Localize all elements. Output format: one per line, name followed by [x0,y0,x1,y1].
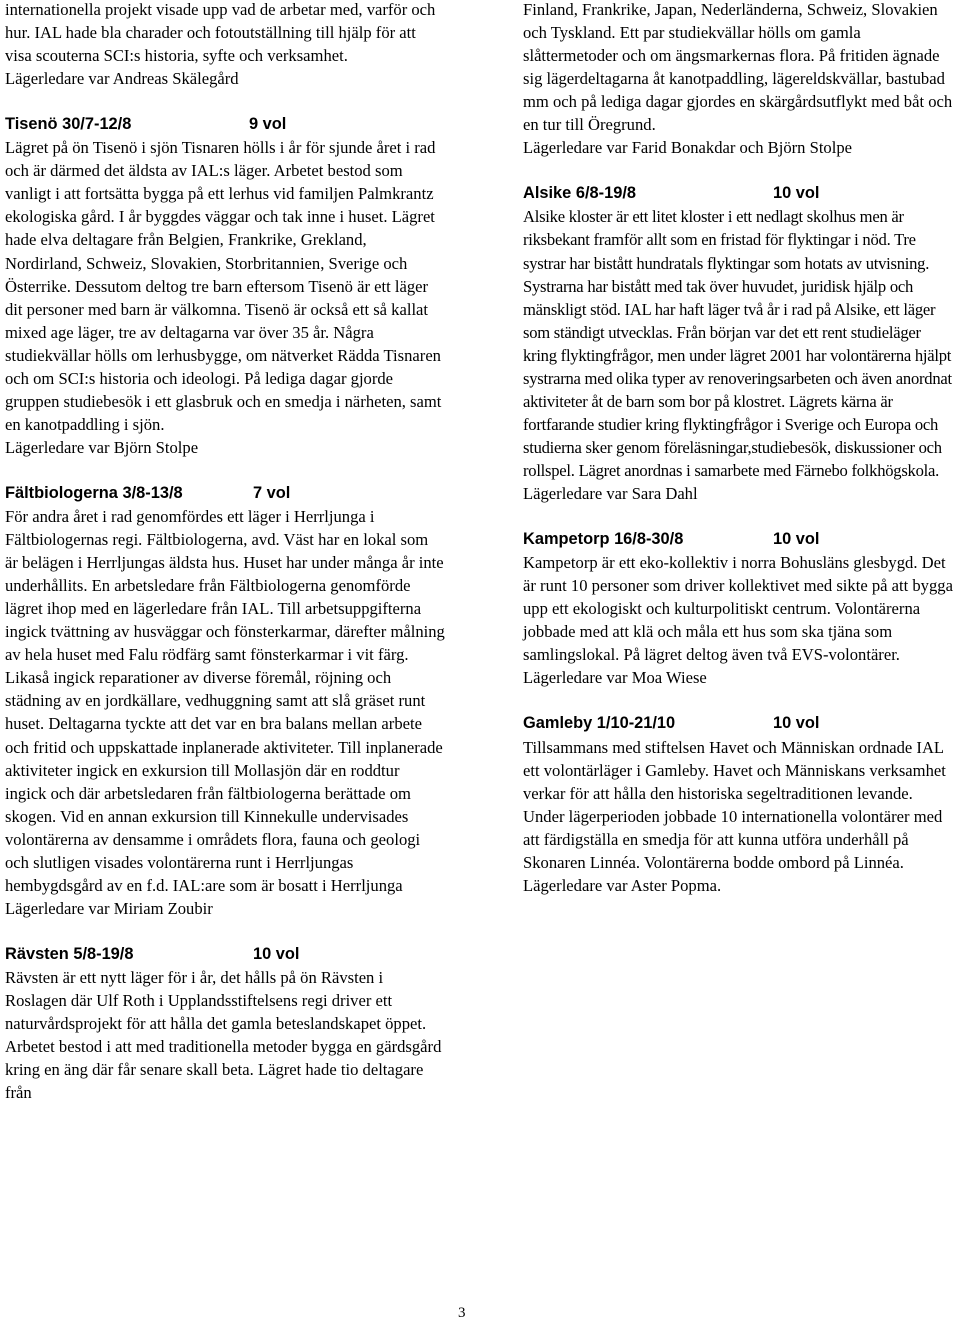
volunteer-count: 10 vol [253,944,300,963]
camp-leader-line: Lägerledare var Aster Popma. [523,875,722,895]
continued-leader-line: Lägerledare var Farid Bonakdar och Björn Stolpe [523,138,852,158]
camp-leader-line: Lägerledare var Miriam Zoubir [5,898,213,918]
continued-paragraph: Finland, Frankrike, Japan, Nederländerna, Schweiz, Slovakien och Tyskland. Ett par studiekvällar hölls om gamla slåttermetoder och om ängsmarkernas flora. På fritiden ägnade sig lägerdeltagarna åt kanotpaddling, lägereldskvällar, bastubad mm och på lediga dagar gjordes en skärgårdsutflykt med båt och en tur till Öregrund. [523,0,953,135]
section-faltbiologerna [5,482,445,920]
camp-description: Tillsammans med stiftelsen Havet och Människan ordnade IAL ett volontärläger i Gamleby. Havet och Människans verksamhet verkar för att hålla den historiska segeltraditionen levande. Under lägerperioden jobbade 10 internationella volontärer med att färdigställa en smedja för att kunna utföra underhåll på Skonaren Linnéa. Volontärerna bodde ombord på Linnéa. [523,737,946,872]
section-heading [5,482,445,505]
section-alsike [523,182,955,505]
camp-description: För andra året i rad genomfördes ett läger i Herrljunga i Fältbiologernas regi. Fältbiologerna, avd. Väst har en lokal som är belägen i Herrljungas äldsta hus. Huset har under många år inte underhållits. En arbetsledare från Fältbiologerna genomförde lägret ihop med en lägerledare från IAL. Till arbetsuppgifterna ingick tvättning av husväggar och fönsterkarmar, därefter målning av hela huset med Falu rödfärg samt fönsterkarmar i vit färg. Likaså ingick reparationer av diverse föremål, röjning och städning av en jordkällare, vedhuggning samt att slå gräset runt huset. Deltagarna tyckte att det var en bra balans mellan arbete och fritid och uppskattade inplanerade aktiviteter. Till inplanerade aktiviteter ingick en exkursion till Mollasjön där en roddtur ingick och där arbetsledaren från fältbiologerna berättade om skogen. Vid en annan exkursion till Kinnekulle undervisades volontärerna av densamme i områdets flora, fauna och geologi och slutligen visades volontärerna runt i Herrljungas hembygdsgård av en f.d. IAL:are som är bosatt i Herrljunga [5,507,445,895]
section-gamleby [523,712,955,896]
camp-description: Alsike kloster är ett litet kloster i ett nedlagt skolhus men är riksbekant framför allt som en fristad för flyktingar i nöd. Tre systrar har bistått hundratals flyktingar som hotats av utvisning. Systrarna har bistått med tak över huvudet, juridisk hjälp och mänskligt stöd. IAL har haft läger två år i rad på Alsike, ett läger som ständigt utvecklas. Från början var det ett rent studieläger kring flyktingfrågor, men under lägret 2001 har volontärerna hjälpt systrarna med olika typer av renoveringsarbeten och även anordnat aktiviteter åt de barn som bor på klostret. Lägrets kärna är fortfarande studier kring flyktingfrågor i Sverige och Europa och studierna sker genom föreläsningar,studiebesök, diskussioner och rollspel. Lägret anordnas i samarbete med Färnebo folkhögskola. [523,207,952,480]
volunteer-count: 10 vol [773,530,820,549]
volunteer-count: 9 vol [249,115,287,134]
camp-leader-line: Lägerledare var Moa Wiese [523,668,707,688]
camp-description: Kampetorp är ett eko-kollektiv i norra Bohusläns glesbygd. Det är runt 10 personer som driver kollektivet med sikte på att bygga upp ett ekologiskt och kulturpolitiskt centrum. Volontärerna jobbade med att klä och måla ett hus som ska tjäna som samlingslokal. På lägret deltog även två EVS-volontärer. [523,553,953,665]
camp-description: Lägret på ön Tisenö i sjön Tisnaren hölls i år för sjunde året i rad och är därmed det äldsta av IAL:s läger. Arbetet bestod som vanligt i att fortsätta bygga på ett lerhus vid familjen Palmkrantz ekologiska gård. I år byggdes väggar och tak inne i huset. Lägret hade elva deltagare från Belgien, Frankrike, Grekland, Nordirland, Schweiz, Slovakien, Storbritannien, Sverige och Österrike. Dessutom deltog tre barn eftersom Tisenö är ett läger dit personer med barn är välkomna. Tisenö är också ett så kallat mixed age läger, tre av deltagarna var över 35 år. Några studiekvällar hölls om lerhusbygge, om nätverket Rädda Tisnaren och om SCI:s historia och ideologi. På lediga dagar gjorde gruppen studiebesök i ett glasbruk och en smedja i närheten, samt en kanotpaddling i sjön. [5,138,442,434]
camp-leader-line: Lägerledare var Björn Stolpe [5,437,199,457]
camp-title: Fältbiologerna 3/8-13/8 [5,483,183,502]
volunteer-count: 10 vol [773,714,820,733]
left-column [5,0,445,1127]
intro-leader-line: Lägerledare var Andreas Skälegård [5,69,239,89]
camp-description: Rävsten är ett nytt läger för i år, det hålls på ön Rävsten i Roslagen där Ulf Roth i Upplandsstiftelsens regi driver ett naturvårdsprojekt för att hålla det gamla beteslandskapet öppet. Arbetet bestod i att med traditionella metoder bygga en gärdsgård kring en äng där får senare skall beta. Lägret hade tio deltagare från [5,967,442,1103]
volunteer-count: 10 vol [773,184,820,203]
right-column [523,0,955,920]
volunteer-count: 7 vol [253,483,291,502]
section-heading [5,943,445,966]
section-tisenö [5,113,445,459]
section-ravsten [5,943,445,1104]
section-heading [523,712,955,735]
intro-paragraph: internationella projekt visade upp vad de arbetar med, varför och hur. IAL hade bla charader och fotoutställning till hjälp för att visa scouterna SCI:s historia, syfte och verksamhet. [5,0,436,66]
section-heading [5,113,445,136]
camp-title: Gamleby 1/10-21/10 [523,714,676,733]
intro-section [5,0,445,90]
section-kampetorp [523,528,955,689]
camp-title: Kampetorp 16/8-30/8 [523,530,684,549]
camp-title: Tisenö 30/7-12/8 [5,115,132,134]
camp-leader-line: Lägerledare var Sara Dahl [523,483,698,503]
section-heading [523,528,955,551]
camp-title: Rävsten 5/8-19/8 [5,944,134,963]
section-heading [523,182,955,205]
page-number: 3 [458,1305,466,1321]
continued-section [523,0,955,159]
camp-title: Alsike 6/8-19/8 [523,184,636,203]
